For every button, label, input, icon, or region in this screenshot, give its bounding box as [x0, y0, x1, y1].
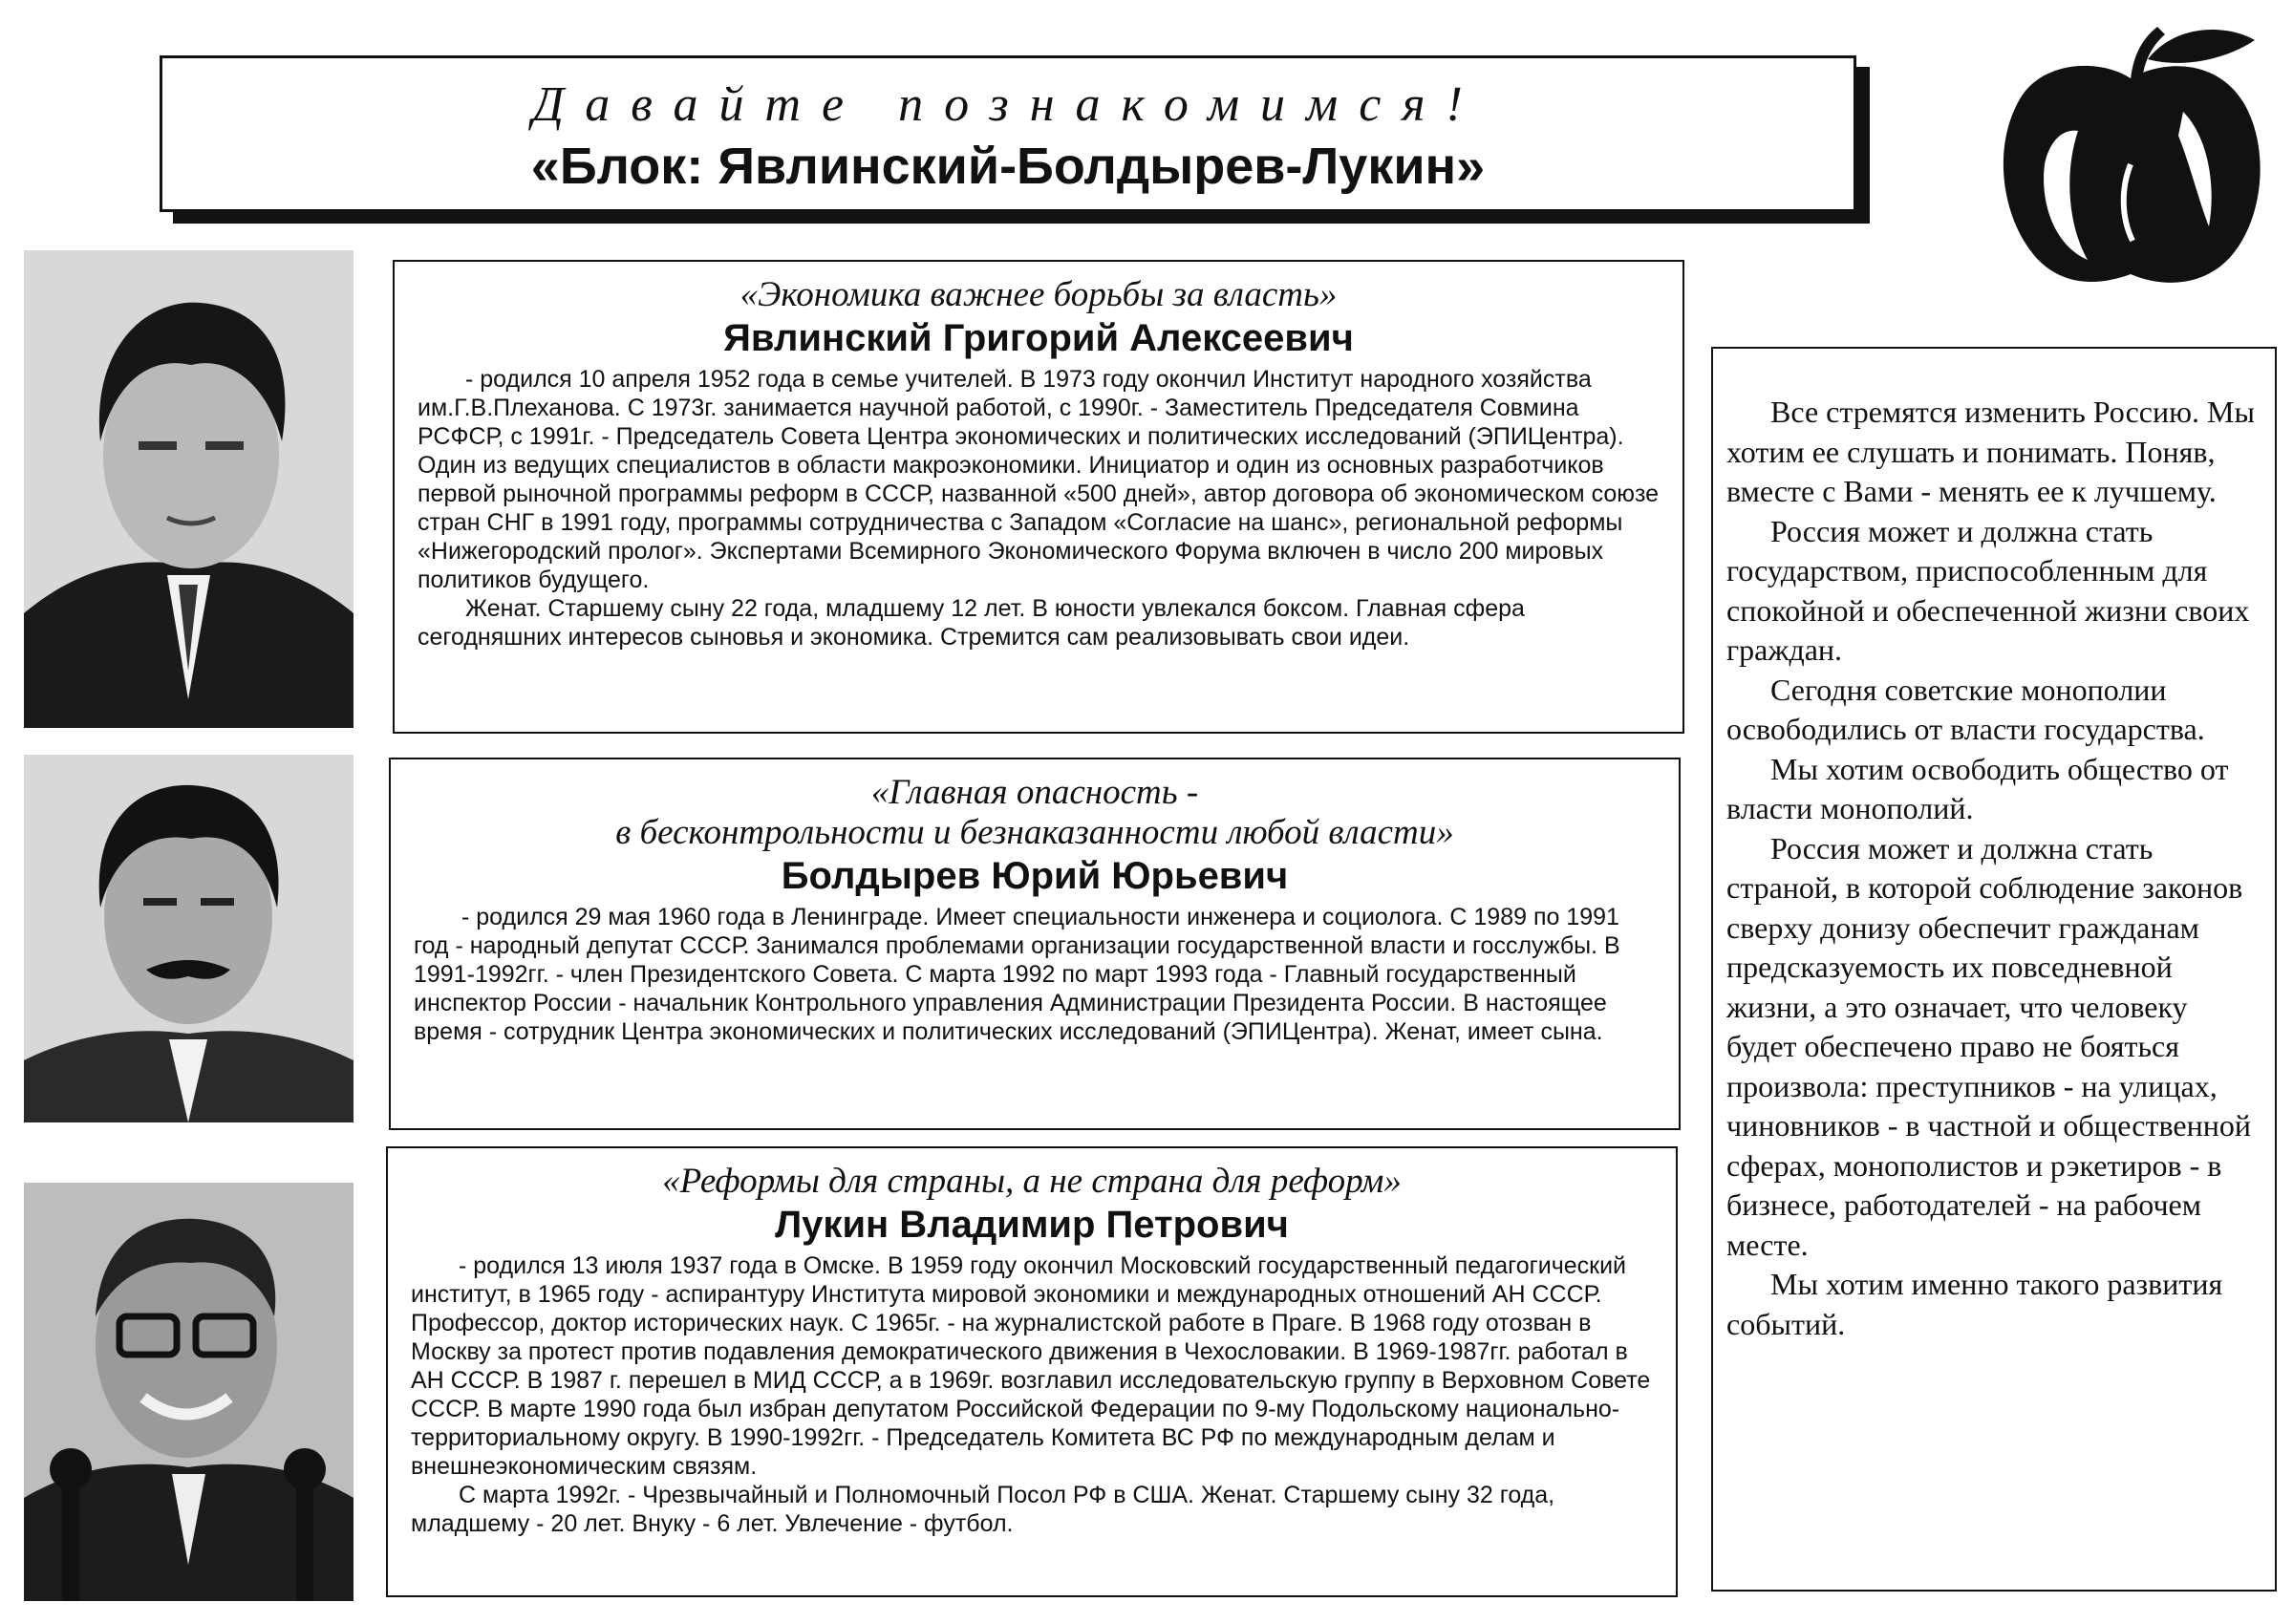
bio-paragraph: - родился 10 апреля 1952 года в семье учителей. В 1973 году окончил Институт народного хозяйства им.Г.В.Плеханова. С 1973г. занимается научной работой, с 1990г. - Заместитель Председателя Совмина РСФСР, с 1991г. - Председатель Совета Центра экономических и политических исследований (ЭПИЦентра). Один из ведущих специалистов в области макроэкономики. Инициатор и один из основных разработчиков первой рыночной программы реформ в СССР, названной «500 дней», автор договора об экономическом союзе стран СНГ в 1991 году, программы сотрудничества с Западом «Согласие на шанс», региональной реформы «Нижегородский пролог». Экспертами Всемирного Экономического Форума включен в число 200 мировых политиков будущего. — [418, 366, 1660, 593]
bio-card-lukin — [386, 1146, 1678, 1597]
bio-paragraph: - родился 29 мая 1960 года в Ленинграде. Имеет специальности инженера и социолога. С 1989 по 1991 год - народный депутат СССР. Занимался проблемами организации государственной власти и госслужбы. В 1991-1992гг. - член Президентского Совета. С марта 1992 по март 1993 года - Главный государственный инспектор России - начальник Контрольного управления Администрации Президента России. В настоящее время - сотрудник Центра экономических и политических исследований (ЭПИЦентра). Женат, имеет сына. — [414, 904, 1620, 1045]
bio-paragraph: Женат. Старшему сыну 22 года, младшему 12 лет. В юности увлекался боксом. Главная сфера сегодняшних интересов сыновья и экономика. Стремится сам реализовывать свои идеи. — [418, 595, 1525, 651]
bio-motto: «Экономика важнее борьбы за власть» — [739, 275, 1338, 314]
manifesto-paragraph: Россия может и должна стать государством, приспособленным для спокойной и обеспеченной жизни своих граждан. — [1726, 513, 2250, 667]
manifesto-paragraph: Все стремятся изменить Россию. Мы хотим ее слушать и понимать. Поняв, вместе с Вами - менять ее к лучшему. — [1726, 395, 2255, 508]
manifesto-paragraph: Мы хотим освободить общество от власти монополий. — [1726, 751, 2229, 825]
bio-text — [414, 903, 1656, 1046]
manifesto-box — [1711, 347, 2277, 1592]
bio-name: Явлинский Григорий Алексеевич — [723, 317, 1354, 359]
bio-name: Болдырев Юрий Юрьевич — [781, 855, 1289, 897]
bio-paragraph: С марта 1992г. - Чрезвычайный и Полномочный Посол РФ в США. Женат. Старшему сыну 32 года, младшему - 20 лет. Внуку - 6 лет. Увлечение - футбол. — [411, 1482, 1555, 1537]
bio-paragraph: - родился 13 июля 1937 года в Омске. В 1959 году окончил Московский государственный педагогический институт, в 1965 году - аспирантуру Института мировой экономики и международных отношений АН СССР. Профессор, доктор исторических наук. С 1965г. - на журналистской работе в Праге. В 1968 году отозван в Москву за протест против подавления демократического движения в Чехословакии. В 1969-1987гг. работал в АН СССР. В 1987 г. перешел в МИД СССР, а в 1969г. возглавил исследовательскую группу в Верховном Совете СССР. В марте 1990 года был избран депутатом Российской Федерации по 9-му Подольскому национально-территориальному округу. В 1990-1992гг. - Председатель Комитета ВС РФ по международным делам и внешнеэкономическим связям. — [411, 1252, 1651, 1480]
bio-motto-line1: «Главная опасность - — [870, 773, 1199, 812]
bio-text — [411, 1251, 1653, 1538]
manifesto-paragraph: Сегодня советские монополии освободились от власти государства. — [1726, 672, 2205, 746]
photo-yavlinsky — [24, 250, 354, 728]
photo-lukin — [24, 1183, 354, 1601]
bio-text — [418, 365, 1660, 652]
bio-card-yavlinsky — [393, 260, 1684, 734]
bio-motto: «Реформы для страны, а не страна для реформ» — [662, 1162, 1402, 1201]
manifesto-paragraph: Россия может и должна стать страной, в которой соблюдение законов сверху донизу обеспечит гражданам предсказуемость их повседневной жизни, а это означает, что человеку будет обеспечено право не бояться произвола: преступников - на улицах, чиновников - в частной и общественной сферах, монополистов и рэкетиров - в бизнесе, работодателей - на рабочем месте. — [1726, 830, 2251, 1262]
bio-card-boldyrev — [389, 758, 1681, 1130]
header-banner — [160, 55, 1856, 212]
manifesto-paragraph: Мы хотим именно такого развития событий. — [1726, 1267, 2223, 1341]
photo-boldyrev — [24, 755, 354, 1122]
header-title: «Блок: Явлинский-Болдырев-Лукин» — [530, 138, 1486, 195]
header-slogan: Давайте познакомимся! — [532, 77, 1484, 132]
bio-name: Лукин Владимир Петрович — [775, 1204, 1289, 1246]
bio-motto-line2: в бесконтрольности и безнаказанности любой власти» — [615, 813, 1454, 852]
apple-logo-icon — [1987, 21, 2274, 308]
